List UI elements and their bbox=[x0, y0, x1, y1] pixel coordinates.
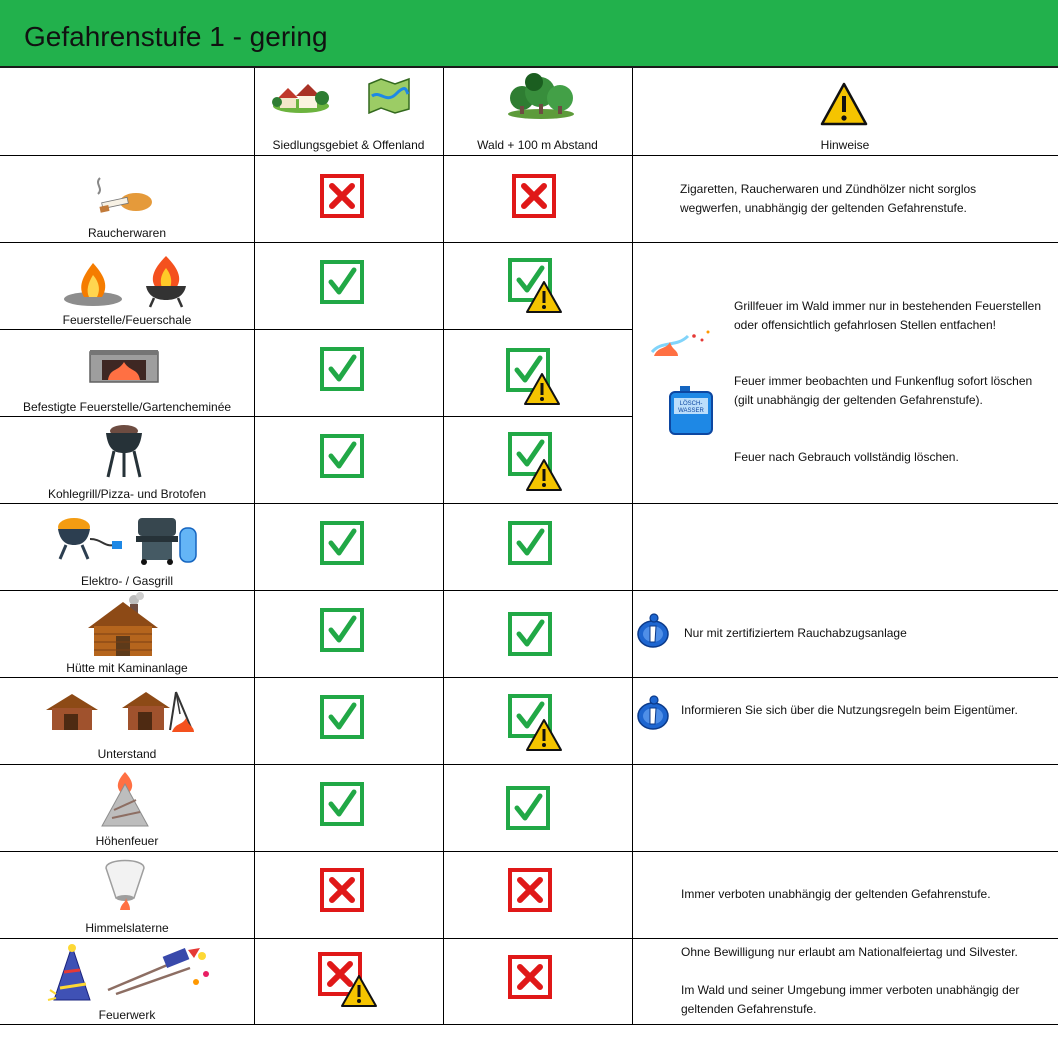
row-divider bbox=[0, 242, 1058, 243]
allowed-mark bbox=[320, 782, 364, 826]
gas-grill-icon bbox=[134, 512, 200, 566]
allowed-mark bbox=[506, 786, 550, 830]
forbidden-mark bbox=[508, 955, 552, 999]
info-icon bbox=[636, 694, 670, 730]
row-label: Elektro- / Gasgrill bbox=[80, 574, 174, 588]
note-smoking: Zigaretten, Raucherwaren und Zündhölzer nicht sorglos wegwerfen, unabhängig der geltenden Gefahrenstufe. bbox=[680, 182, 977, 215]
svg-text:WASSER: WASSER bbox=[678, 408, 704, 414]
shelter-icon bbox=[44, 690, 100, 732]
forbidden-mark bbox=[512, 174, 556, 218]
note-hut: Nur mit zertifiziertem Rauchabzugsanlage bbox=[684, 626, 907, 640]
col-header-settlement: Siedlungsgebiet & Offenland bbox=[272, 138, 425, 152]
bonfire-icon bbox=[100, 770, 150, 828]
warning-icon bbox=[525, 718, 563, 752]
forest-icon bbox=[506, 70, 576, 120]
fire-bowl-icon bbox=[142, 254, 190, 308]
sparks-icon bbox=[648, 326, 714, 360]
row-label: Kohlegrill/Pizza- und Brotofen bbox=[47, 487, 207, 501]
sky-lantern-icon bbox=[102, 854, 148, 914]
electric-grill-icon bbox=[52, 515, 124, 563]
allowed-mark bbox=[320, 608, 364, 652]
allowed-mark bbox=[320, 521, 364, 565]
row-label: Feuerwerk bbox=[98, 1008, 156, 1022]
village-icon bbox=[272, 76, 330, 114]
allowed-mark bbox=[508, 521, 552, 565]
rocket-icon bbox=[104, 944, 212, 996]
row-divider bbox=[0, 851, 1058, 852]
row-label: Hütte mit Kaminanlage bbox=[66, 661, 188, 675]
note-fireworks-2: Im Wald und seiner Umgebung immer verboten unabhängig der geltenden Gefahrenstufe. bbox=[681, 983, 1020, 1016]
forbidden-mark bbox=[320, 174, 364, 218]
col-divider bbox=[443, 68, 444, 1025]
note-fire-1: Grillfeuer im Wald immer nur in bestehenden Feuerstellen oder offensichtlich gefahrlosen Stellen entfachen! bbox=[734, 299, 1042, 332]
allowed-mark bbox=[320, 695, 364, 739]
row-divider bbox=[0, 1024, 1058, 1025]
title-bar bbox=[0, 0, 1058, 68]
allowed-mark bbox=[320, 347, 364, 391]
note-shelter: Informieren Sie sich über die Nutzungsregeln beim Eigentümer. bbox=[681, 703, 1018, 717]
forbidden-mark bbox=[320, 868, 364, 912]
fire-rules-table bbox=[0, 68, 1058, 1025]
allowed-mark bbox=[508, 612, 552, 656]
row-divider bbox=[0, 677, 1058, 678]
row-divider bbox=[0, 764, 1058, 765]
row-divider bbox=[0, 503, 1058, 504]
warning-icon bbox=[820, 82, 868, 126]
water-canister-icon bbox=[666, 384, 716, 436]
warning-icon bbox=[525, 458, 563, 492]
col-header-forest: Wald + 100 m Abstand bbox=[477, 138, 598, 152]
note-fire-2: Feuer immer beobachten und Funkenflug sofort löschen (gilt unabhängig der geltenden Gefahrenstufe). bbox=[734, 374, 1033, 407]
forbidden-mark bbox=[508, 868, 552, 912]
note-fireworks-1: Ohne Bewilligung nur erlaubt am Nationalfeiertag und Silvester. bbox=[681, 945, 1018, 959]
campfire-icon bbox=[62, 259, 124, 307]
col-divider bbox=[254, 68, 255, 1025]
note-lantern: Immer verboten unabhängig der geltenden Gefahrenstufe. bbox=[681, 887, 991, 901]
svg-text:LÖSCH-: LÖSCH- bbox=[679, 401, 703, 407]
warning-icon bbox=[340, 974, 378, 1008]
allowed-mark bbox=[320, 434, 364, 478]
row-label: Feuerstelle/Feuerschale bbox=[62, 313, 192, 327]
col-divider bbox=[632, 68, 633, 1025]
info-icon bbox=[636, 612, 670, 648]
row-label: Höhenfeuer bbox=[95, 834, 159, 848]
party-hat-icon bbox=[46, 942, 98, 1006]
row-divider bbox=[0, 155, 1058, 156]
row-label: Befestigte Feuerstelle/Gartencheminée bbox=[22, 400, 232, 414]
row-label: Himmelslaterne bbox=[85, 921, 169, 935]
map-icon bbox=[366, 76, 412, 114]
row-label: Raucherwaren bbox=[87, 226, 167, 240]
warning-icon bbox=[525, 280, 563, 314]
page-title: Gefahrenstufe 1 - gering bbox=[24, 21, 328, 52]
row-divider bbox=[0, 416, 632, 417]
allowed-mark bbox=[320, 260, 364, 304]
row-divider bbox=[0, 590, 1058, 591]
shelter-fire-icon bbox=[120, 686, 198, 736]
warning-icon bbox=[523, 372, 561, 406]
cabin-icon bbox=[86, 592, 160, 658]
row-divider bbox=[0, 329, 632, 330]
note-fire-3: Feuer nach Gebrauch vollständig löschen. bbox=[734, 450, 959, 464]
fireplace-icon bbox=[88, 348, 160, 386]
cigarette-icon bbox=[92, 174, 154, 214]
row-divider bbox=[0, 938, 1058, 939]
col-header-notes: Hinweise bbox=[820, 138, 870, 152]
row-label: Unterstand bbox=[97, 747, 157, 761]
charcoal-grill-icon bbox=[102, 421, 146, 481]
